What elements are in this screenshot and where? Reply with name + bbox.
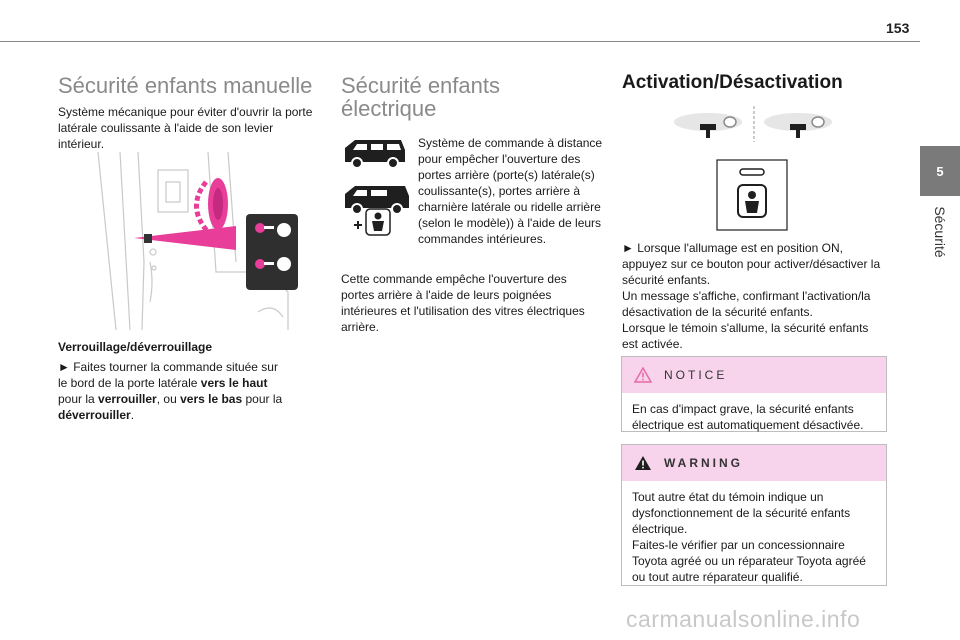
warning-title: WARNING bbox=[664, 456, 743, 470]
door-lock-illustration bbox=[58, 152, 310, 330]
manual-safety-intro: Système mécanique pour éviter d'ouvrir la porte latérale coulissante à l'aide de son levier intérieur. bbox=[58, 105, 313, 151]
notice-text: En cas d'impact grave, la sécurité enfants électrique est automatiquement désactivée. bbox=[632, 402, 864, 432]
notice-title: NOTICE bbox=[664, 368, 728, 382]
lock-unlock-step: ► Faites tourner la commande située sur le bord de la porte latérale vers le haut pour la verrouiller, ou vers le bas pour la déverrouiller. bbox=[58, 360, 283, 422]
warning-header bbox=[622, 445, 886, 481]
warning-text: Tout autre état du témoin indique un dysfonctionnement de la sécurité enfants électrique. Faites-le vérifier par un concessionnaire Toyota agréé ou un réparateur Toyota agréé ou tout autre réparateur qualifié. bbox=[632, 490, 866, 584]
child-lock-symbol-icon bbox=[352, 207, 392, 237]
steering-wheel-position-icons bbox=[672, 104, 836, 144]
notice-box bbox=[621, 356, 887, 432]
page-number: 153 bbox=[886, 20, 910, 36]
warning-triangle-icon bbox=[634, 455, 652, 471]
manual-safety-title: Sécurité enfants manuelle bbox=[58, 73, 313, 98]
electric-safety-title: Sécurité enfants électrique bbox=[341, 73, 500, 121]
activation-title: Activation/Désactivation bbox=[622, 72, 843, 93]
watermark: carmanualsonline.info bbox=[626, 606, 861, 632]
chapter-tab[interactable]: 5 bbox=[920, 146, 960, 196]
notice-header bbox=[622, 357, 886, 393]
lock-unlock-heading: Verrouillage/déverrouillage bbox=[58, 340, 213, 354]
activation-body: ► Lorsque l'allumage est en position ON, appuyez sur ce bouton pour activer/désactiver la sécurité enfants. Un message s'affiche, confirmant l'activation/la désactivation de la sécurité enfants. Lorsque le témoin s'allume, la sécurité enfants est activée. bbox=[622, 241, 881, 351]
notice-triangle-icon bbox=[634, 367, 652, 383]
electric-safety-desc: Système de commande à distance pour empêcher l'ouverture des portes arrière (porte(s) latérale(s) coulissante(s), portes arrière à charnière latérale ou ridelle arrière (selon le modèle)) à l'aide de leurs commandes intérieures. bbox=[418, 136, 603, 246]
electric-safety-body: Cette commande empêche l'ouverture des portes arrière à l'aide de leurs poignées intérieures et l'utilisation des vitres électriques arrière. bbox=[341, 272, 585, 334]
warning-box bbox=[621, 444, 887, 586]
child-lock-button-icon bbox=[716, 159, 788, 231]
van-icon-short bbox=[341, 136, 409, 170]
header-rule bbox=[0, 41, 920, 42]
chapter-label: Sécurité bbox=[932, 206, 948, 258]
